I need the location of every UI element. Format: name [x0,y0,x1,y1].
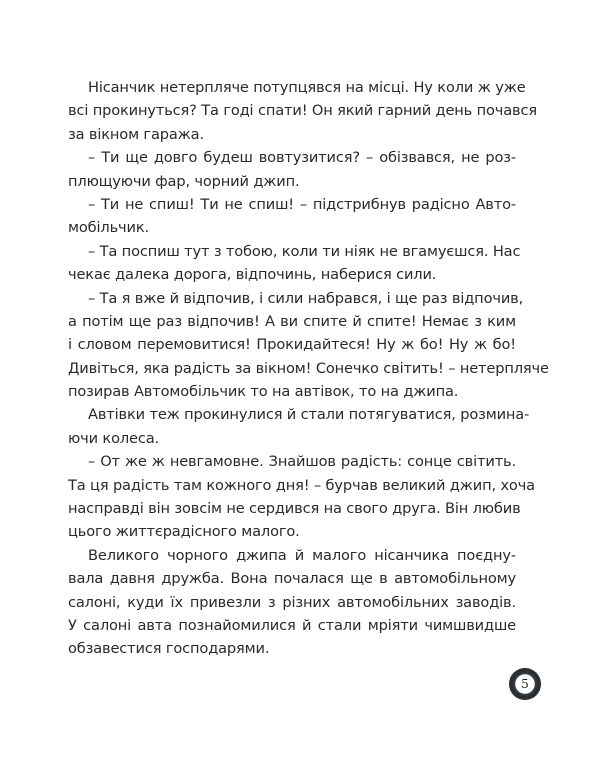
text-line: обзавестися господарями. [68,640,270,658]
text-line: У салоні авта познайомилися й стали мріяти чимшвидше [68,616,516,634]
paragraph [68,450,535,544]
text-line: – Ти не спиш! Ти не спиш! – підстрибнув радісно Авто- [88,195,516,213]
text-line: салоні, куди їх привезли з різних автомобільних заводів. [68,593,516,611]
text-line: насправді він зовсім не сердився на свого друга. Він любив [68,500,521,518]
paragraph [68,193,516,240]
text-line: – Та я вже й відпочив, і сили набрався, і ще раз відпочив, [88,289,524,307]
text-line: плющуючи фар, чорний джип. [68,172,300,190]
text-line: Та ця радість там кожного дня! – бурчав великий джип, хоча [68,476,535,494]
paragraph [68,287,549,404]
text-line: Великого чорного джипа й малого нісанчика поєдну- [88,546,516,564]
text-line: ючи колеса. [68,429,160,447]
paragraph [68,240,521,287]
text-line: і словом перемовитися! Прокидайтеся! Ну ж бо! Ну ж бо! [68,336,516,354]
text-line: чекає далека дорога, відпочинь, наберися сили. [68,266,437,284]
text-line: цього життєрадісного малого. [68,523,300,541]
text-line: Дивіться, яка радість за вікном! Сонечко світить! – нетерпляче [68,359,549,377]
text-line: всі прокинуться? Та годі спати! Он який гарний день почався [68,102,538,120]
paragraph [68,544,516,661]
paragraph [68,403,530,450]
text-line: Автівки теж прокинулися й стали потягуватися, розмина- [88,406,530,424]
text-line: мобільчик. [68,219,149,237]
page-body-text [68,76,549,661]
text-line: а потім ще раз відпочив! А ви спите й спите! Немає з ким [68,312,516,330]
text-line: – Та поспиш тут з тобою, коли ти ніяк не вгамуєшся. Нас [88,242,521,260]
text-line: Нісанчик нетерпляче потупцявся на місці. Ну коли ж уже [88,79,526,96]
text-line: вала давня дружба. Вона почалася ще в автомобільному [68,570,516,588]
text-line: – От же ж невгамовне. Знайшов радість: сонце світить. [88,453,516,471]
text-line: за вікном гаража. [68,125,204,143]
text-line: – Ти ще довго будеш вовтузитися? – обізвався, не роз- [88,149,516,167]
text-line: позирав Автомобільчик то на автівок, то на джипа. [68,383,459,401]
page-number-badge [510,669,540,699]
page-number: 5 [521,677,529,691]
paragraph [68,146,516,193]
paragraph [68,76,538,146]
